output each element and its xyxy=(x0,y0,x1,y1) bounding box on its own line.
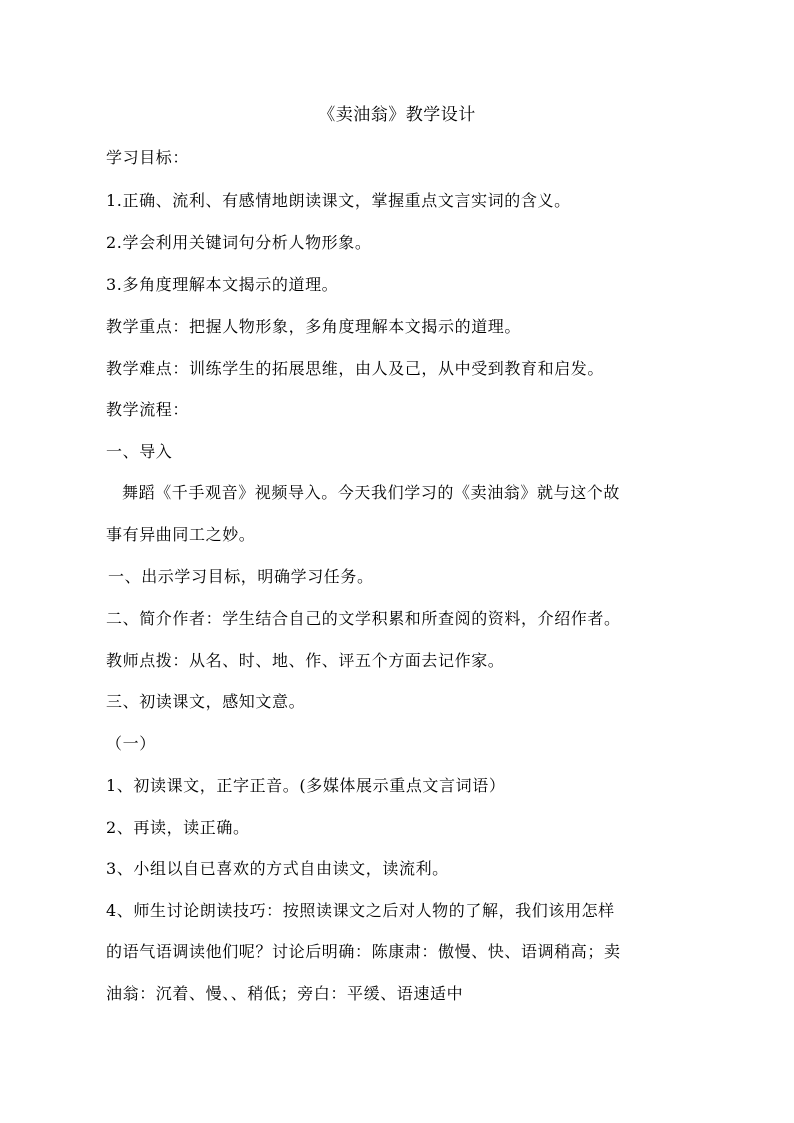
step-4-line-2: 的语气语调读他们呢？讨论后明确：陈康肃：傲慢、快、语调稍高；卖 xyxy=(106,942,621,961)
step-1: 1、初读课文，正字正音。(多媒体展示重点文言词语） xyxy=(106,776,506,795)
document-title: 《卖油翁》教学设计 xyxy=(318,105,476,125)
step-3: 3、小组以自已喜欢的方式自由读文，读流利。 xyxy=(106,859,449,878)
introduction-paragraph-line-2: 事有异曲同工之妙。 xyxy=(106,525,256,544)
step-2: 2、再读，读正确。 xyxy=(106,818,250,837)
teacher-guidance: 教师点拨：从名、时、地、作、评五个方面去记作家。 xyxy=(106,651,505,670)
teaching-difficulty: 教学难点：训练学生的拓展思维，由人及己，从中受到教育和启发。 xyxy=(106,359,605,378)
teaching-process-heading: 教学流程： xyxy=(106,400,190,419)
step-4-line-1: 4、师生讨论朗读技巧：按照读课文之后对人物的了解，我们该用怎样 xyxy=(106,901,615,920)
section-introduction-heading: 一、导入 xyxy=(106,442,173,461)
section-show-objectives: 一、出示学习目标，明确学习任务。 xyxy=(108,567,374,586)
step-4-line-3: 油翁：沉着、慢、、稍低；旁白：平缓、语速适中 xyxy=(106,984,464,1003)
objective-3: 3.多角度理解本文揭示的道理。 xyxy=(106,275,339,294)
section-first-reading: 三、初读课文，感知文意。 xyxy=(106,692,306,711)
objective-1: 1.正确、流利、有感情地朗读课文，掌握重点文言实词的含义。 xyxy=(106,191,571,210)
teaching-focus: 教学重点：把握人物形象，多角度理解本文揭示的道理。 xyxy=(106,317,522,336)
subsection-one-heading: （一） xyxy=(106,734,156,753)
learning-objectives-heading: 学习目标： xyxy=(106,148,190,167)
section-author-intro: 二、简介作者：学生结合自己的文学积累和所查阅的资料，介绍作者。 xyxy=(106,609,621,628)
objective-2: 2.学会利用关键词句分析人物形象。 xyxy=(106,233,372,252)
introduction-paragraph-line-1: 舞蹈《千手观音》视频导入。今天我们学习的《卖油翁》就与这个故 xyxy=(122,483,621,502)
